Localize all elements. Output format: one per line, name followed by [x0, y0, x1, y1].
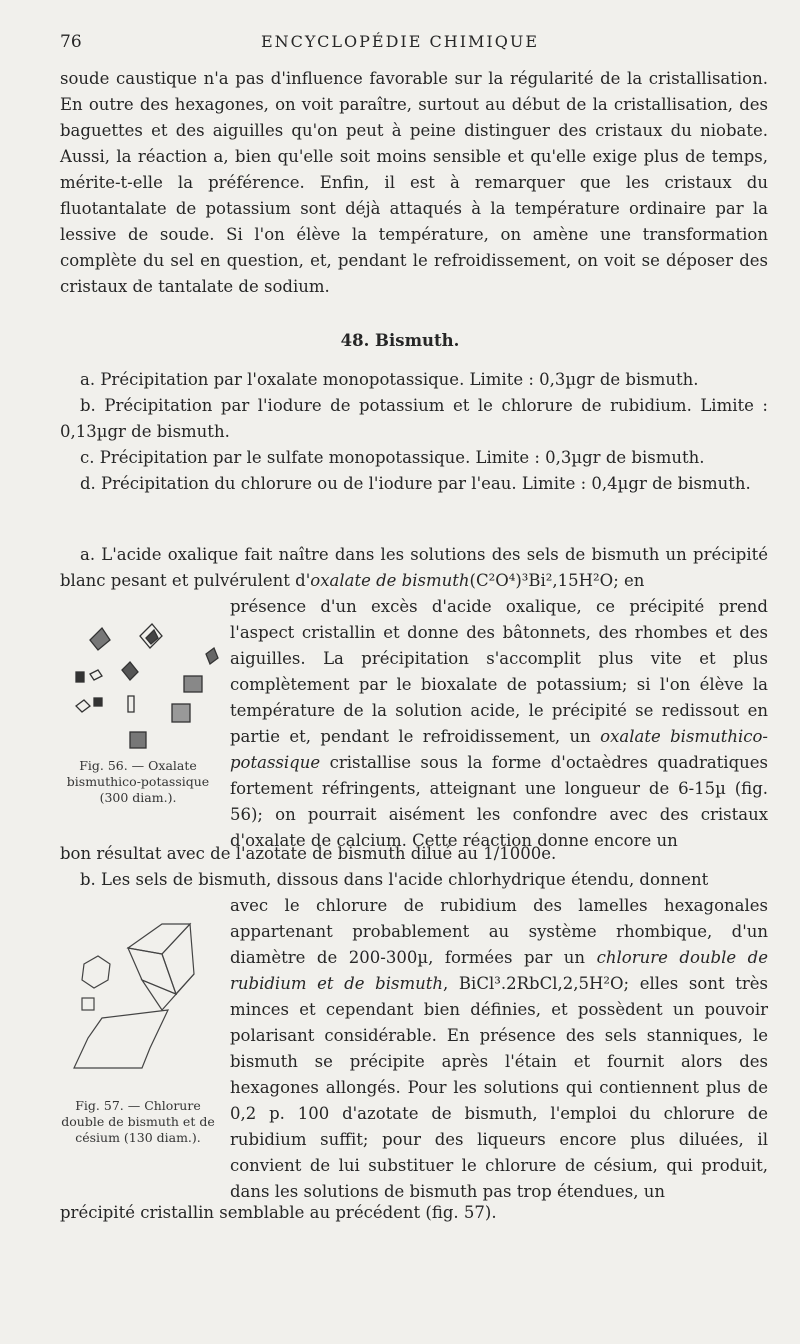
running-title: ENCYCLOPÉDIE CHIMIQUE	[260, 32, 540, 51]
section-title: 48. Bismuth.	[340, 331, 460, 350]
paragraph-a-intro: a. L'acide oxalique fait naître dans les solutions des sels de bismuth un précipité blanc pesant et pulvérulent d'oxalate de bismuth(C²O⁴)³Bi²,15H²O; en	[60, 545, 768, 590]
methods-list	[60, 367, 768, 497]
compound-name: oxalate bismuthico-potassique	[230, 727, 768, 772]
crystal-drawing-57	[58, 918, 218, 1098]
paragraph-b-intro: b. Les sels de bismuth, dissous dans l'acide chlorhydrique étendu, donnent	[80, 870, 709, 889]
method-item: c. Précipitation par le sulfate monopotassique. Limite : 0,3µgr de bismuth.	[80, 448, 705, 467]
figure-56-caption: Fig. 56. — Oxalate bismuthico-potassique (300 diam.).	[66, 758, 210, 805]
crystal-drawing-56	[58, 608, 218, 758]
compound-name: oxalate de bismuth	[310, 571, 470, 590]
formula: (C²O⁴)³Bi²,15H²O; en	[469, 571, 645, 590]
paragraph-b-tail: précipité cristallin semblable au précédent (fig. 57).	[60, 1203, 497, 1222]
figure-57	[58, 918, 218, 1098]
method-item: d. Précipitation du chlorure ou de l'iodure par l'eau. Limite : 0,4µgr de bismuth.	[80, 474, 751, 493]
figure-57-caption: Fig. 57. — Chlorure double de bismuth et de césium (130 diam.).	[61, 1098, 215, 1145]
paragraph-a-wrapped: présence d'un excès d'acide oxalique, ce précipité prend l'aspect cristallin et donne des bâtonnets, des rhombes et des aiguilles. La précipitation s'accomplit plus vite et plus complètement par le bioxalate de potassium; si l'on élève la température de la solution acide, le précipité se redissout en partie et, pendant le refroidissement, un oxalate bismuthico-potassique cristallise sous la forme d'octaèdres quadratiques fortement réfringents, atteignant une longueur de 6-15µ (fig. 56); on pourrait aisément les confondre avec des cristaux d'oxalate de calcium. Cette réaction donne encore un	[230, 597, 768, 850]
compound-name: chlorure double de rubidium et de bismuth	[230, 948, 768, 993]
intro-paragraph: soude caustique n'a pas d'influence favorable sur la régularité de la cristallisation. En outre des hexagones, on voit paraître, surtout au début de la cristallisation, des baguettes et des aiguilles qu'on peut à peine distinguer des cristaux du niobate. Aussi, la réaction a, bien qu'elle soit moins sensible et qu'elle exige plus de temps, mérite-t-elle la préférence. Enfin, il est à remarquer que les cristaux du fluotantalate de potassium sont déjà attaqués à la température ordinaire par la lessive de soude. Si l'on élève la température, on amène une transformation complète du sel en question, et, pendant le refroidissement, on voit se déposer des cristaux de tantalate de sodium.	[60, 69, 768, 296]
method-item: a. Précipitation par l'oxalate monopotassique. Limite : 0,3µgr de bismuth.	[80, 370, 699, 389]
figure-56	[58, 608, 218, 758]
paragraph-b-wrapped: avec le chlorure de rubidium des lamelles hexagonales appartenant probablement au système rhombique, d'un diamètre de 200-300µ, formées par un chlorure double de rubidium et de bismuth, BiCl³.2RbCl,2,5H²O; elles sont très minces et cependant bien définies, et possèdent un pouvoir polarisant considérable. En présence des sels stanniques, le bismuth se précipite après l'étain et fournit alors des hexagones allongés. Pour les solutions qui contiennent plus de 0,2 p. 100 d'azotate de bismuth, l'emploi du chlorure de rubidium suffit; pour des liqueurs encore plus diluées, il convient de lui substituer le chlorure de césium, qui produit, dans les solutions de bismuth pas trop étendues, un	[230, 896, 768, 1201]
page-header	[0, 30, 800, 54]
method-item: b. Précipitation par l'iodure de potassium et le chlorure de rubidium. Limite : 0,13µgr de bismuth.	[60, 396, 768, 441]
paragraph-a-tail: bon résultat avec de l'azotate de bismuth dilué au 1/1000e.	[60, 844, 557, 863]
page-number: 76	[60, 32, 82, 52]
